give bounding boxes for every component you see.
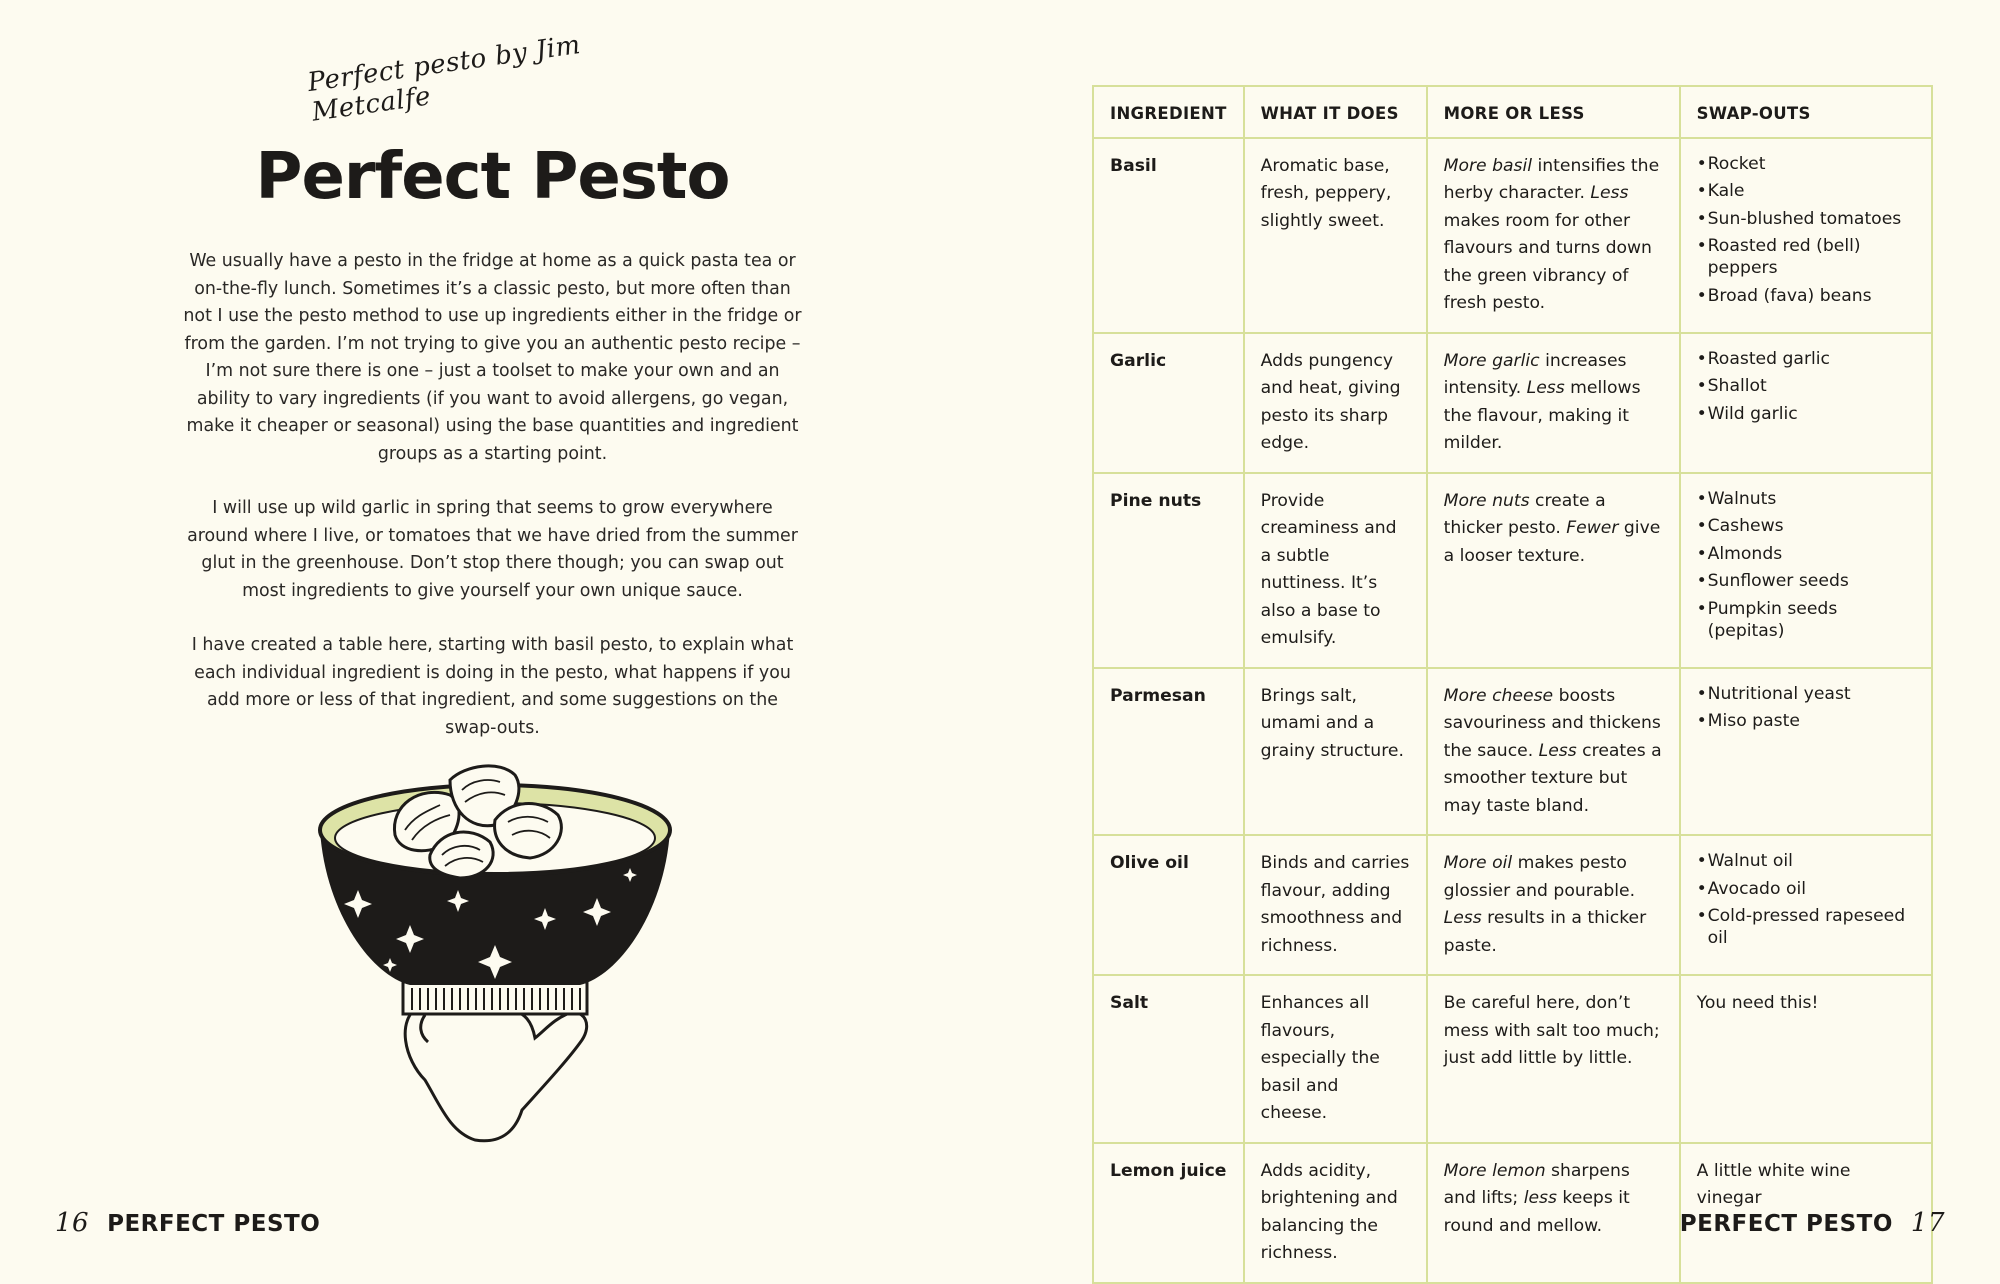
text-segment: Be careful here, don’t mess with salt too much; just add little by little. — [1443, 993, 1660, 1068]
text-segment: give a looser texture. — [1443, 518, 1661, 566]
swap-outs-cell — [1680, 835, 1932, 975]
swap-list — [1697, 850, 1915, 949]
swap-list — [1697, 153, 1915, 307]
table-row — [1093, 975, 1932, 1143]
list-item: • Wild garlic — [1697, 403, 1915, 425]
column-header: WHAT IT DOES — [1244, 86, 1427, 138]
list-item: • Broad (fava) beans — [1697, 285, 1915, 307]
emphasis-text: More oil — [1443, 853, 1513, 873]
emphasis-text: Less — [1538, 740, 1577, 761]
swap-outs-cell — [1680, 668, 1932, 836]
list-item: • Shallot — [1697, 375, 1915, 397]
emphasis-text: Less — [1443, 908, 1482, 928]
ingredient-cell: Olive oil — [1093, 835, 1244, 975]
text-segment: creates a smoother texture but may taste bland. — [1443, 740, 1662, 816]
swap-list — [1697, 683, 1915, 733]
column-header: SWAP-OUTS — [1680, 86, 1932, 138]
swap-outs-cell — [1680, 138, 1932, 333]
table-body — [1093, 138, 1932, 1283]
text-segment: intensifies the herby character. — [1443, 155, 1660, 203]
bowl-of-pasta-illustration — [300, 760, 700, 1160]
ingredient-cell: Basil — [1093, 138, 1244, 333]
list-item: • Walnuts — [1697, 488, 1915, 510]
swap-outs-cell: You need this! — [1680, 975, 1932, 1143]
what-it-does-cell: Brings salt, umami and a grainy structure. — [1244, 668, 1427, 836]
ingredient-cell: Parmesan — [1093, 668, 1244, 836]
what-it-does-cell: Enhances all flavours, especially the basil and cheese. — [1244, 975, 1427, 1143]
intro-text — [180, 248, 805, 769]
table-row — [1093, 668, 1932, 836]
page-title: Perfect Pesto — [255, 140, 730, 214]
swap-outs-cell — [1680, 473, 1932, 668]
text-segment: makes pesto glossier and pourable. — [1443, 853, 1636, 901]
list-item: • Nutritional yeast — [1697, 683, 1915, 705]
list-item: • Roasted garlic — [1697, 348, 1915, 370]
list-item: • Almonds — [1697, 543, 1915, 565]
text-segment: results in a thicker paste. — [1443, 908, 1647, 956]
swap-outs-cell: A little white wine vinegar — [1680, 1143, 1932, 1283]
column-header: INGREDIENT — [1093, 86, 1244, 138]
table-row — [1093, 138, 1932, 333]
more-or-less-cell — [1427, 333, 1680, 473]
table-header-row — [1093, 86, 1932, 138]
text-segment: boosts savouriness and thickens the sauce. — [1443, 685, 1661, 761]
emphasis-text: Less — [1526, 378, 1565, 398]
column-header: MORE OR LESS — [1427, 86, 1680, 138]
folio-left — [55, 1208, 320, 1238]
page-number: 17 — [1910, 1208, 1945, 1238]
text-segment: create a thicker pesto. — [1443, 490, 1606, 538]
emphasis-text: Fewer — [1566, 518, 1619, 538]
more-or-less-cell — [1427, 473, 1680, 668]
more-or-less-cell — [1427, 975, 1680, 1143]
more-or-less-cell — [1427, 835, 1680, 975]
more-or-less-cell — [1427, 1143, 1680, 1283]
text-segment: keeps it round and mellow. — [1443, 1188, 1630, 1236]
table-row — [1093, 333, 1932, 473]
list-item: • Miso paste — [1697, 710, 1915, 732]
ingredient-table — [1092, 85, 1933, 1284]
what-it-does-cell: Provide creaminess and a subtle nuttiness. It’s also a base to emulsify. — [1244, 473, 1427, 668]
right-page — [1000, 0, 2000, 1278]
ingredient-cell: Garlic — [1093, 333, 1244, 473]
intro-paragraph-1: We usually have a pesto in the fridge at home as a quick pasta tea or on-the-fly lunch. Sometimes it’s a classic pesto, but more often than not I use the pesto method to use up ingredients either in the fridge or from the garden. I’m not trying to give you an authentic pesto recipe – I’m not sure there is one – just a toolset to make your own and an ability to vary ingredients (if you want to avoid allergens, go vegan, make it cheaper or seasonal) using the base quantities and ingredient groups as a starting point. — [183, 251, 802, 464]
intro-paragraph-3: I have created a table here, starting with basil pesto, to explain what each individual ingredient is doing in the pesto, what happens if you add more or less of that ingredient, and some suggestions on the swap-outs. — [191, 635, 794, 738]
page-number: 16 — [55, 1208, 90, 1238]
list-item: • Sunflower seeds — [1697, 570, 1915, 592]
running-title: PERFECT PESTO — [1679, 1211, 1893, 1237]
ingredient-cell: Pine nuts — [1093, 473, 1244, 668]
intro-paragraph-2: I will use up wild garlic in spring that seems to grow everywhere around where I live, or tomatoes that we have dried from the summer glut in the greenhouse. Don’t stop there though; you can swap out most ingredients to give yourself your own unique sauce. — [187, 498, 798, 601]
list-item: • Roasted red (bell) peppers — [1697, 235, 1915, 279]
emphasis-text: More basil — [1443, 155, 1533, 176]
emphasis-text: More cheese — [1443, 685, 1554, 706]
more-or-less-cell — [1427, 138, 1680, 333]
emphasis-text: More nuts — [1443, 490, 1530, 511]
swap-outs-cell — [1680, 333, 1932, 473]
swap-list — [1697, 348, 1915, 425]
running-title: PERFECT PESTO — [107, 1211, 321, 1237]
emphasis-text: More lemon — [1443, 1160, 1546, 1181]
emphasis-text: less — [1523, 1188, 1557, 1208]
text-segment: mellows the flavour, making it milder. — [1443, 378, 1641, 453]
emphasis-text: More garlic — [1443, 350, 1540, 371]
emphasis-text: Less — [1590, 183, 1629, 203]
what-it-does-cell: Adds pungency and heat, giving pesto its sharp edge. — [1244, 333, 1427, 473]
list-item: • Avocado oil — [1697, 878, 1915, 900]
folio-right — [1680, 1208, 1945, 1238]
text-segment: increases intensity. — [1443, 350, 1627, 398]
list-item: • Kale — [1697, 180, 1915, 202]
table-row — [1093, 473, 1932, 668]
list-item: • Sun-blushed tomatoes — [1697, 208, 1915, 230]
table-row — [1093, 835, 1932, 975]
what-it-does-cell: Aromatic base, fresh, peppery, slightly sweet. — [1244, 138, 1427, 333]
swap-list — [1697, 488, 1915, 642]
list-item: • Cashews — [1697, 515, 1915, 537]
list-item: • Pumpkin seeds (pepitas) — [1697, 598, 1915, 642]
text-segment: makes room for other flavours and turns down the green vibrancy of fresh pesto. — [1443, 210, 1652, 313]
text-segment: sharpens and lifts; — [1443, 1160, 1630, 1208]
what-it-does-cell: Binds and carries flavour, adding smoothness and richness. — [1244, 835, 1427, 975]
ingredient-cell: Lemon juice — [1093, 1143, 1244, 1283]
ingredient-cell: Salt — [1093, 975, 1244, 1143]
list-item: • Rocket — [1697, 153, 1915, 175]
more-or-less-cell — [1427, 668, 1680, 836]
left-page — [0, 0, 1000, 1278]
byline: Perfect pesto by Jim Metcalfe — [305, 29, 583, 128]
list-item: • Walnut oil — [1697, 850, 1915, 872]
what-it-does-cell: Adds acidity, brightening and balancing the richness. — [1244, 1143, 1427, 1283]
list-item: • Cold-pressed rapeseed oil — [1697, 905, 1915, 949]
